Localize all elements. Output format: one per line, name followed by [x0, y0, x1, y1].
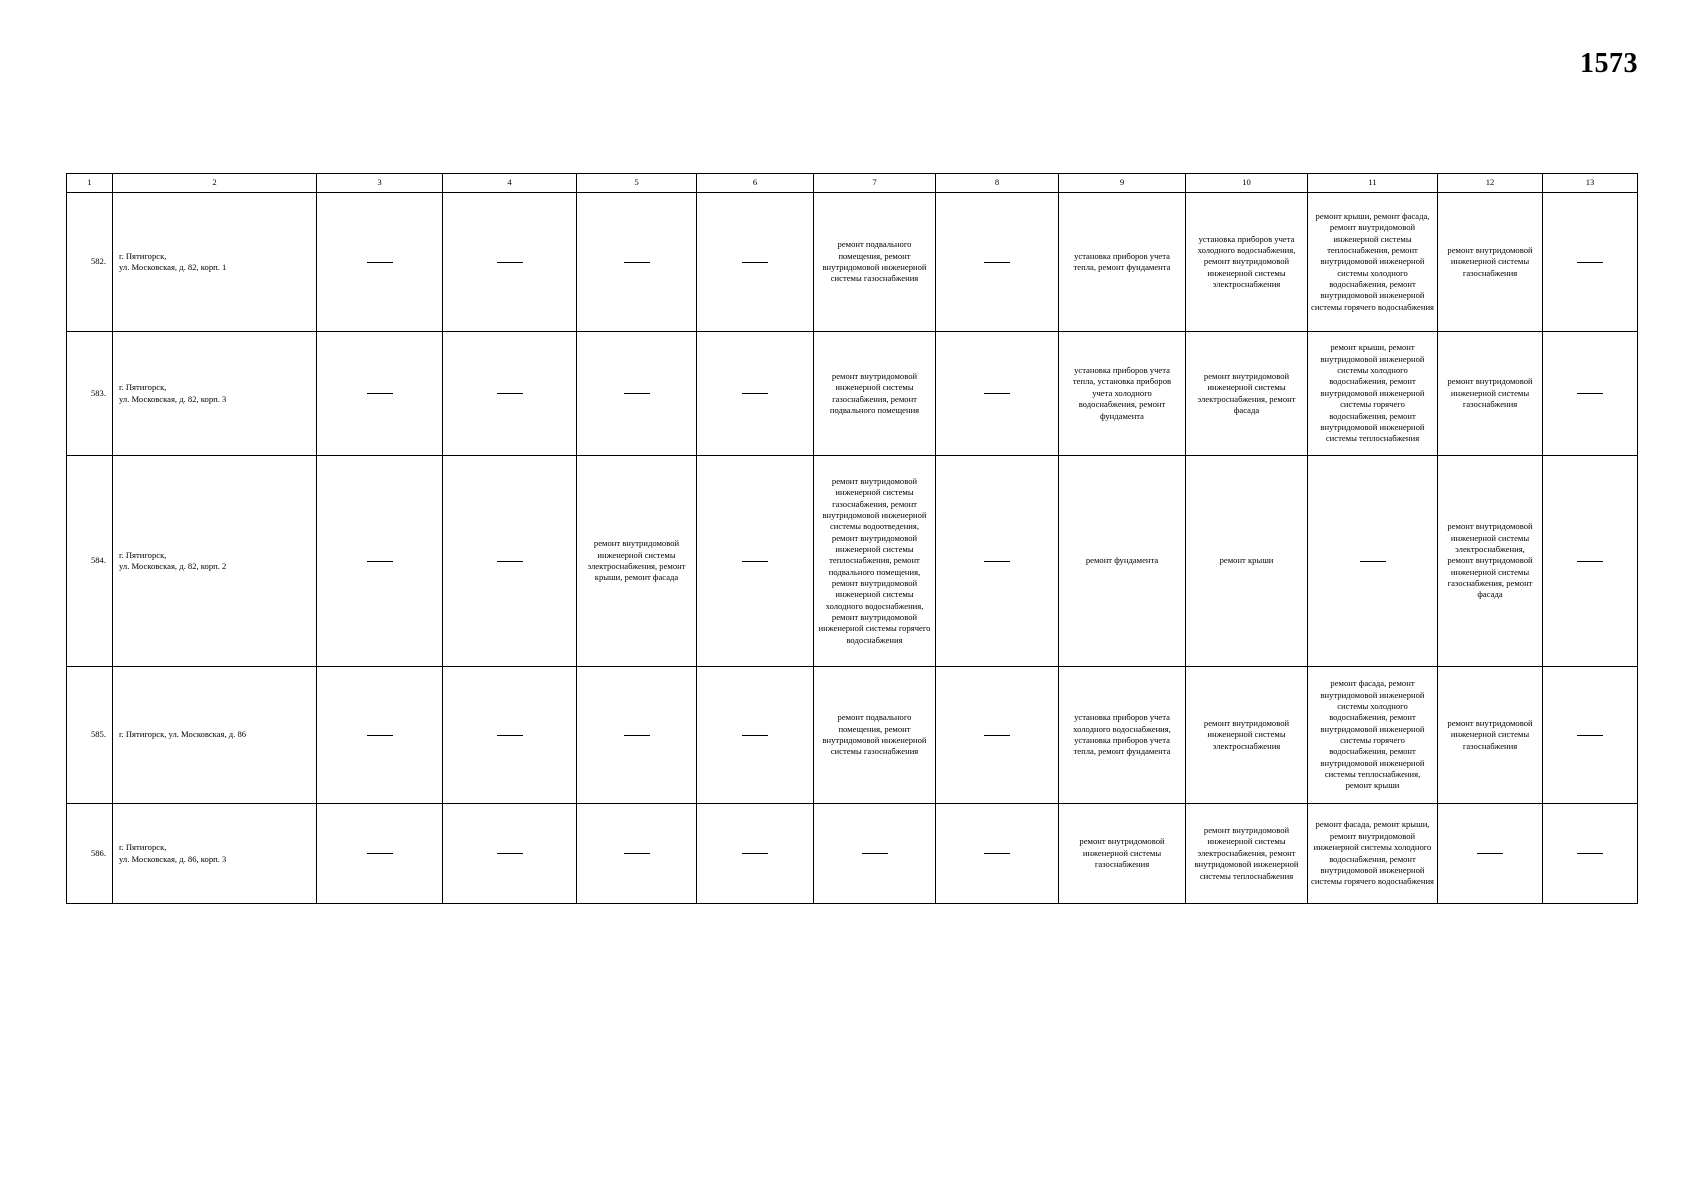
table-row: [67, 456, 1638, 667]
column-header: 8: [936, 174, 1059, 193]
empty-dash: [367, 735, 393, 736]
work-cell: ремонт внутридомовой инженерной системы газоснабжения: [1059, 804, 1186, 904]
work-cell: [443, 193, 577, 332]
work-cell: ремонт внутридомовой инженерной системы электроснабжения, ремонт внутридомовой инженерной системы теплоснабжения: [1186, 804, 1308, 904]
empty-dash: [497, 393, 523, 394]
column-header: 10: [1186, 174, 1308, 193]
row-number: 586.: [67, 804, 113, 904]
empty-dash: [984, 735, 1010, 736]
empty-dash: [1577, 853, 1603, 854]
empty-dash: [1360, 561, 1386, 562]
work-cell: [443, 332, 577, 456]
table-row: [67, 332, 1638, 456]
work-cell: [697, 456, 814, 667]
column-header: 12: [1438, 174, 1543, 193]
address-line: ул. Московская, д. 82, корп. 3: [119, 393, 227, 404]
column-header: 5: [577, 174, 697, 193]
work-cell: [577, 193, 697, 332]
work-cell: ремонт фундамента: [1059, 456, 1186, 667]
work-cell: [697, 667, 814, 804]
work-cell: [1438, 804, 1543, 904]
work-cell: [1543, 193, 1638, 332]
empty-dash: [1577, 561, 1603, 562]
work-cell: ремонт крыши: [1186, 456, 1308, 667]
empty-dash: [862, 853, 888, 854]
work-cell: [317, 456, 443, 667]
work-cell: ремонт подвального помещения, ремонт внутридомовой инженерной системы газоснабжения: [814, 193, 936, 332]
row-number: 582.: [67, 193, 113, 332]
empty-dash: [624, 853, 650, 854]
work-cell: [936, 193, 1059, 332]
empty-dash: [624, 735, 650, 736]
work-cell: [443, 456, 577, 667]
work-cell: [443, 804, 577, 904]
work-cell: [443, 667, 577, 804]
address-cell: [113, 804, 317, 904]
work-cell: [697, 193, 814, 332]
column-header: 3: [317, 174, 443, 193]
empty-dash: [984, 393, 1010, 394]
row-number: 584.: [67, 456, 113, 667]
work-cell: ремонт внутридомовой инженерной системы газоснабжения: [1438, 332, 1543, 456]
work-cell: ремонт подвального помещения, ремонт внутридомовой инженерной системы газоснабжения: [814, 667, 936, 804]
work-cell: ремонт внутридомовой инженерной системы газоснабжения: [1438, 193, 1543, 332]
address-cell: [113, 332, 317, 456]
address-cell: [113, 193, 317, 332]
work-cell: [697, 804, 814, 904]
column-header: 13: [1543, 174, 1638, 193]
work-cell: [814, 804, 936, 904]
work-cell: ремонт внутридомовой инженерной системы газоснабжения: [1438, 667, 1543, 804]
work-cell: ремонт фасада, ремонт внутридомовой инженерной системы холодного водоснабжения, ремонт внутридомовой инженерной системы горячего водоснабжения, ремонт внутридомовой инженерной системы теплоснабжения, ремонт крыши: [1308, 667, 1438, 804]
work-cell: [936, 332, 1059, 456]
table-row: [67, 667, 1638, 804]
address-line: г. Пятигорск,: [119, 382, 167, 393]
empty-dash: [984, 853, 1010, 854]
work-cell: [317, 332, 443, 456]
work-cell: [1543, 332, 1638, 456]
work-cell: ремонт внутридомовой инженерной системы электроснабжения, ремонт крыши, ремонт фасада: [577, 456, 697, 667]
work-cell: [1543, 456, 1638, 667]
work-cell: ремонт фасада, ремонт крыши, ремонт внутридомовой инженерной системы холодного водоснабжения, ремонт внутридомовой инженерной системы горячего водоснабжения: [1308, 804, 1438, 904]
column-header: 1: [67, 174, 113, 193]
address-line: г. Пятигорск,: [119, 250, 167, 261]
empty-dash: [367, 853, 393, 854]
empty-dash: [1577, 735, 1603, 736]
address-line: г. Пятигорск,: [119, 842, 167, 853]
address-line: ул. Московская, д. 86, корп. 3: [119, 853, 227, 864]
empty-dash: [624, 393, 650, 394]
work-cell: [1308, 456, 1438, 667]
empty-dash: [1577, 262, 1603, 263]
column-header: 9: [1059, 174, 1186, 193]
empty-dash: [367, 393, 393, 394]
work-cell: [577, 332, 697, 456]
table-row: [67, 804, 1638, 904]
work-cell: [936, 667, 1059, 804]
work-cell: установка приборов учета холодного водоснабжения, ремонт внутридомовой инженерной системы электроснабжения: [1186, 193, 1308, 332]
empty-dash: [1477, 853, 1503, 854]
empty-dash: [742, 853, 768, 854]
empty-dash: [984, 262, 1010, 263]
empty-dash: [742, 262, 768, 263]
empty-dash: [984, 561, 1010, 562]
empty-dash: [742, 393, 768, 394]
empty-dash: [497, 735, 523, 736]
empty-dash: [367, 561, 393, 562]
work-cell: установка приборов учета тепла, ремонт фундамента: [1059, 193, 1186, 332]
column-header: 2: [113, 174, 317, 193]
work-cell: установка приборов учета холодного водоснабжения, установка приборов учета тепла, ремонт фундамента: [1059, 667, 1186, 804]
address-cell: [113, 667, 317, 804]
address-cell: [113, 456, 317, 667]
work-cell: ремонт внутридомовой инженерной системы электроснабжения, ремонт фасада: [1186, 332, 1308, 456]
address-line: ул. Московская, д. 82, корп. 2: [119, 561, 227, 571]
empty-dash: [367, 262, 393, 263]
work-cell: ремонт внутридомовой инженерной системы электроснабжения: [1186, 667, 1308, 804]
work-cell: ремонт внутридомовой инженерной системы газоснабжения, ремонт подвального помещения: [814, 332, 936, 456]
work-cell: [317, 804, 443, 904]
work-cell: ремонт внутридомовой инженерной системы электроснабжения, ремонт внутридомовой инженерной системы газоснабжения, ремонт фасада: [1438, 456, 1543, 667]
address-line: г. Пятигорск,: [119, 549, 167, 560]
work-cell: [577, 667, 697, 804]
work-cell: установка приборов учета тепла, установка приборов учета холодного водоснабжения, ремонт фундамента: [1059, 332, 1186, 456]
empty-dash: [497, 853, 523, 854]
column-header: 6: [697, 174, 814, 193]
empty-dash: [742, 735, 768, 736]
work-cell: ремонт крыши, ремонт фасада, ремонт внутридомовой инженерной системы теплоснабжения, ремонт внутридомовой инженерной системы холодного водоснабжения, ремонт внутридомовой инженерной системы горячего водоснабжения: [1308, 193, 1438, 332]
column-number-row: [67, 174, 1638, 193]
work-cell: [1543, 804, 1638, 904]
work-cell: [317, 193, 443, 332]
empty-dash: [742, 561, 768, 562]
work-cell: ремонт крыши, ремонт внутридомовой инженерной системы холодного водоснабжения, ремонт внутридомовой инженерной системы горячего водоснабжения, ремонт внутридомовой инженерной системы теплоснабжения: [1308, 332, 1438, 456]
page-number: 1573: [1580, 48, 1638, 79]
work-cell: [1543, 667, 1638, 804]
work-cell: [697, 332, 814, 456]
work-cell: ремонт внутридомовой инженерной системы газоснабжения, ремонт внутридомовой инженерной системы водоотведения, ремонт внутридомовой инженерной системы теплоснабжения, ремонт подвального помещения, ремонт внутридомовой инженерной системы холодного водоснабжения, ремонт внутридомовой инженерной системы горячего водоснабжения: [814, 456, 936, 667]
row-number: 585.: [67, 667, 113, 804]
row-number: 583.: [67, 332, 113, 456]
column-header: 11: [1308, 174, 1438, 193]
table-row: [67, 193, 1638, 332]
work-cell: [317, 667, 443, 804]
work-cell: [936, 456, 1059, 667]
column-header: 4: [443, 174, 577, 193]
table-body: [67, 193, 1638, 904]
address-line: ул. Московская, д. 82, корп. 1: [119, 262, 227, 272]
column-header: 7: [814, 174, 936, 193]
empty-dash: [497, 561, 523, 562]
address-line: г. Пятигорск, ул. Московская, д. 86: [119, 729, 247, 740]
work-cell: [936, 804, 1059, 904]
empty-dash: [497, 262, 523, 263]
work-cell: [577, 804, 697, 904]
empty-dash: [1577, 393, 1603, 394]
repair-schedule-table: [66, 173, 1638, 904]
empty-dash: [624, 262, 650, 263]
